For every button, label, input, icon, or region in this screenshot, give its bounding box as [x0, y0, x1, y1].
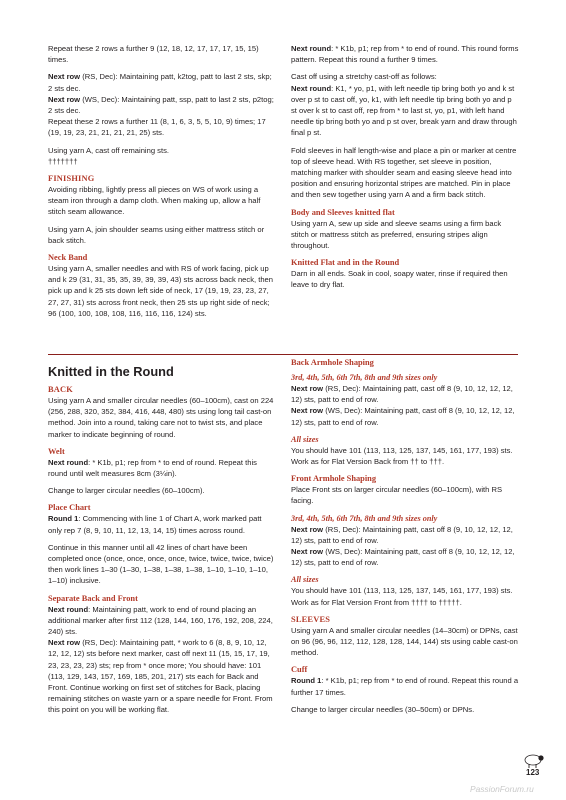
heading-all-sizes: All sizes — [291, 575, 319, 585]
paragraph: Using yarn A, sew up side and sleeve seams using a firm back stitch or mattress stitch as preferred, ensuring stripes align throughout. — [291, 218, 502, 251]
heading-separate: Separate Back and Front — [48, 593, 138, 603]
paragraph: Next round: * K1b, p1; rep from * to end of round. This round forms pattern. Repeat this round a further 9 times. — [291, 44, 519, 65]
paragraph: Using yarn A and smaller circular needles (60–100cm), cast on 224 (256, 288, 320, 352, 384, 416, 448, 480) sts using long tail cast-on method. Join into a round, taking care not to twist sts, and place marker to indicate beginning of round. — [48, 396, 274, 439]
column-4 — [291, 357, 519, 721]
paragraph: Cast off using a stretchy cast-off as follows: — [291, 72, 437, 82]
column-2 — [291, 43, 519, 297]
heading-place-chart: Place Chart — [48, 503, 91, 513]
heading-finishing: FINISHING — [48, 174, 95, 184]
dagger-marks: ††††††† — [48, 156, 78, 166]
paragraph: Change to larger circular needles (30–50cm) or DPNs. — [291, 704, 475, 714]
heading-sizes: 3rd, 4th, 5th, 6th 7th, 8th and 9th sizes only — [291, 373, 438, 382]
paragraph: Fold sleeves in half length-wise and place a pin or marker at centre top of sleeve head. With RS together, set sleeve in position, matching marker with shoulder seam and easing sleeve head into position and ensuring horizontal stripes are matched. Pin in place and then sew together using yarn A and a firm back stitch. — [291, 145, 517, 200]
paragraph: Next row (RS, Dec): Maintaining patt, k2tog, patt to last 2 sts, skp; 2 sts dec. — [48, 72, 272, 93]
heading-body-sleeves-flat: Body and Sleeves knitted flat — [291, 207, 395, 217]
paragraph: Next row (RS, Dec): Maintaining patt, cast off 8 (9, 10, 12, 12, 12, 12) sts, patt to end of row. — [291, 384, 513, 405]
heading-sizes: 3rd, 4th, 5th, 6th 7th, 8th and 9th sizes only — [291, 513, 438, 523]
heading-back: BACK — [48, 385, 73, 394]
paragraph: Next row (WS, Dec): Maintaining patt, ssp, patt to last 2 sts, p2tog; 2 sts dec. — [48, 94, 274, 116]
paragraph: Using yarn A, join shoulder seams using either mattress stitch or back stitch. — [48, 224, 265, 245]
heading-neck-band: Neck Band — [48, 253, 88, 263]
paragraph: Using yarn A, smaller needles and with RS of work facing, pick up and k 29 (31, 31, 35, 35, 39, 39, 39, 43) sts across back neck, then pick up and k 25 sts down left side of neck, 17 (19, 19, 23, 23, 27, 27, 27, 31) sts across front neck, then 25 sts up right side of neck; 96 (100, 100, 108, 108, 116, 116, 116, 124) sts. — [48, 264, 273, 318]
heading-sleeves: SLEEVES — [291, 614, 331, 624]
section-title: Knitted in the Round — [48, 364, 174, 379]
paragraph: Next round: Maintaining patt, work to end of round placing an additional marker after first 112 (128, 144, 160, 176, 192, 208, 224, 240) sts. — [48, 604, 273, 637]
heading-flat-and-round: Knitted Flat and in the Round — [291, 258, 400, 268]
paragraph: Next row (RS, Dec): Maintaining patt, * work to 6 (8, 8, 9, 10, 12, 12, 12, 12) sts before next marker, cast off next 11 (15, 15, 17, 19, 23, 23, 23, 23) sts; rep from * once more; You should have: 101 (113, 129, 143, 157, 169, 185, 201, 217) sts each for Back and Front. Continue working on first set of stitches for Back, placing remaining stitches on waste yarn or a spare needle for Front. From this point on you will be working flat. — [48, 638, 273, 715]
paragraph: Darn in all ends. Soak in cool, soapy water, rinse if required then leave to dry flat. — [291, 269, 508, 290]
column-3 — [48, 384, 276, 722]
paragraph: Round 1: * K1b, p1; rep from * to end of round. Repeat this round a further 17 times. — [291, 676, 519, 697]
heading-all-sizes: All sizes — [291, 434, 319, 444]
section-divider — [48, 354, 518, 355]
paragraph: Next row (WS, Dec): Maintaining patt, cast off 8 (9, 10, 12, 12, 12, 12) sts, patt to end of row. — [291, 406, 515, 427]
paragraph: Using yarn A and smaller circular needles (14–30cm) or DPNs, cast on 96 (96, 96, 112, 112, 128, 128, 144, 144) sts using cable cast-on method. — [291, 625, 518, 658]
watermark: PassionForum.ru — [470, 784, 534, 794]
paragraph: Repeat these 2 rows a further 11 (8, 1, 6, 3, 5, 5, 10, 9) times; 17 (19, 19, 23, 21, 21, 21, 21, 25) sts. — [48, 117, 266, 138]
heading-welt: Welt — [48, 446, 65, 456]
heading-cuff: Cuff — [291, 665, 308, 675]
paragraph: Round 1: Commencing with line 1 of Chart A, work marked patt only rep 7 (8, 9, 10, 11, 12, 13, 14, 15) times across round. — [48, 514, 262, 535]
column-1 — [48, 43, 276, 325]
paragraph: Change to larger circular needles (60–100cm). — [48, 486, 205, 496]
heading-back-armhole: Back Armhole Shaping — [291, 358, 374, 367]
paragraph: Next row (RS, Dec): Maintaining patt, cast off 8 (9, 10, 12, 12, 12, 12) sts, patt to end of row. — [291, 524, 513, 545]
paragraph: Continue in this manner until all 42 lines of chart have been completed once (once, once, once, once, twice, twice, twice, twice) then work lines 1–30 (1–30, 1–38, 1–38, 1–38, 1–10, 1–10, 1–10, 1–10) inclusive. — [48, 542, 274, 586]
paragraph: Avoiding ribbing, lightly press all pieces on WS of work using a steam iron through a damp cloth. When making up, allow a half stitch seam allowance. — [48, 185, 261, 217]
paragraph: You should have 101 (113, 113, 125, 137, 145, 161, 177, 193) sts. Work as for Flat Version Front from †††† to †††††. — [291, 586, 513, 607]
paragraph: Next round: * K1b, p1; rep from * to end of round. Repeat this round until welt measures 8cm (3¼in). — [48, 457, 257, 479]
paragraph: Next round: K1, * yo, p1, with left needle tip bring both yo and k st over p st to cast off, yo, k1, with left needle tip bring both yo and p st over k st to cast off, rep from * to last st, yo, p1, with left hand needle tip bring both yo and p st over, break yarn and draw through final p st. — [291, 83, 517, 138]
paragraph: Using yarn A, cast off remaining sts. — [48, 145, 169, 155]
paragraph: Next row (WS, Dec): Maintaining patt, cast off 8 (9, 10, 12, 12, 12, 12) sts, patt to end of row. — [291, 547, 515, 568]
paragraph: You should have 101 (113, 113, 125, 137, 145, 161, 177, 193) sts. Work as for Flat Version Back from †† to †††. — [291, 445, 513, 467]
heading-front-armhole: Front Armhole Shaping — [291, 474, 377, 484]
paragraph: Repeat these 2 rows a further 9 (12, 18, 12, 17, 17, 17, 15, 15) times. — [48, 44, 259, 65]
page-number: 123 — [526, 768, 540, 777]
paragraph: Place Front sts on larger circular needles (60–100cm), with RS facing. — [291, 485, 503, 506]
